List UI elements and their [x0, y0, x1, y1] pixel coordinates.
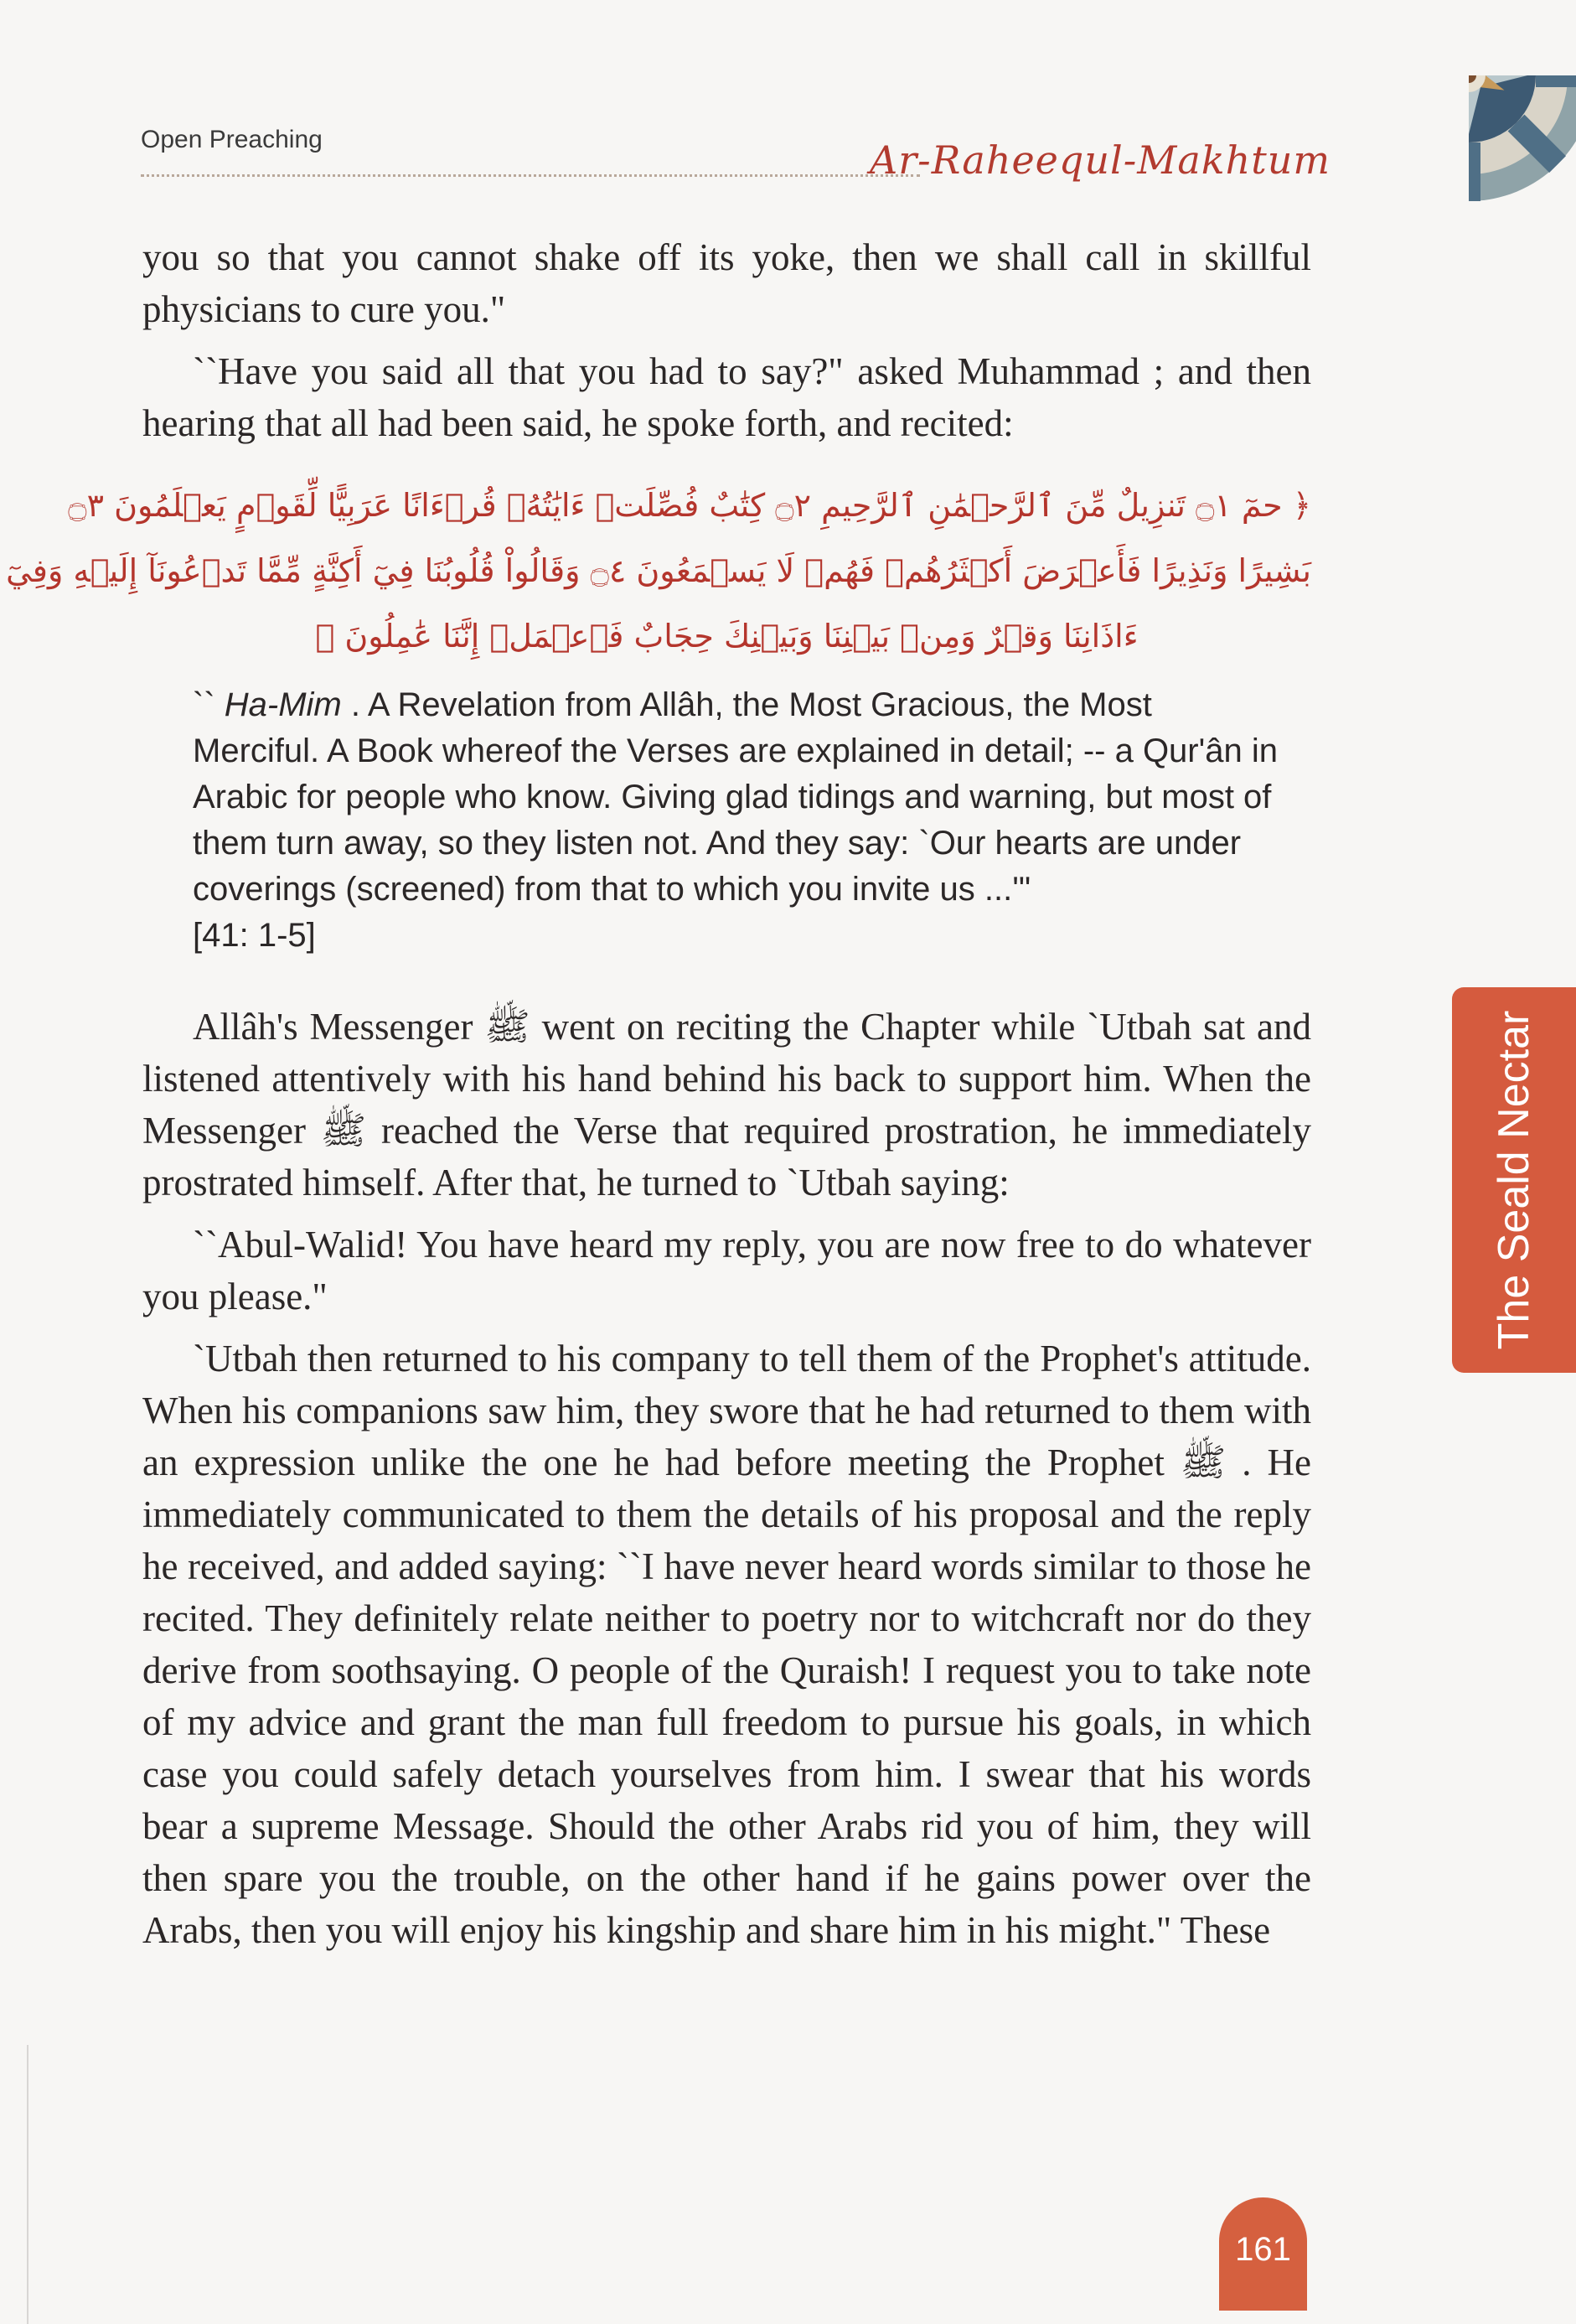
paragraph-5: `Utbah then returned to his company to tell them of the Prophet's attitude. When his companions saw him, they swore that he had returned to them with an expression unlike the one he had before meeting the Prophet ﷺ . He immediately communicated to them the details of his proposal and the reply he received, and added saying: ``I have never heard words similar to those he recited. They definitely relate neither to poetry nor to witchcraft nor do they derive from soothsaying. O people of the Quraish! I request you to take note of my advice and grant the man full freedom to pursue his goals, in which case you could safely detach yourselves from him. I swear that his words bear a supreme Message. Should the other Arabs rid you of him, they will then spare you the trouble, on the other hand if he gains power over the Arabs, then you will enjoy his kingship and share him in his might." These [142, 1338, 1311, 1951]
page-number-badge [1219, 2197, 1307, 2311]
page-header [141, 126, 1331, 193]
binding-edge-line [27, 2045, 28, 2324]
verse-reference: [41: 1-5] [193, 917, 316, 954]
page-number: 161 [1235, 2231, 1291, 2268]
verse-translation [193, 682, 1278, 959]
ornament-rosette-icon [1356, 0, 1576, 210]
paragraph-3: Allâh's Messenger ﷺ went on reciting the Chapter while `Utbah sat and listened attentively with his hand behind his back to support him. When the Messenger ﷺ reached the Verse that required prostration, he immediately prostrated himself. After that, he turned to `Utbah saying: [142, 1006, 1311, 1203]
side-tab-label: The Seald Nectar [1490, 1010, 1538, 1350]
translation-italic: Ha-Mim [224, 686, 342, 723]
page-body [6, 231, 1311, 1966]
section-label: Open Preaching [141, 126, 323, 153]
translation-text: . A Revelation from Allâh, the Most Gracious, the Most Merciful. A Book whereof the Verses are explained in detail; -- a Qur'ân in Arabic for people who know. Giving glad tidings and warning, but most of them turn away, so they listen not. And they say: `Our hearts are under coverings (screened) from that to which you invite us ...'" [193, 686, 1278, 908]
quran-verse-arabic [6, 473, 1311, 669]
translation-open-quote: `` [193, 686, 225, 723]
paragraph-1: you so that you cannot shake off its yoke, then we shall call in skillful physicians to cure you." [142, 236, 1311, 330]
side-tab [1452, 987, 1576, 1373]
arabic-line-1: ﴿ حمٓ ۝١ تَنزِيلٌ مِّنَ ٱلرَّحۡمَٰنِ ٱلرَّحِيمِ ۝٢ كِتَٰبٌ فُصِّلَتۡ ءَايَٰتُهُۥ قُرۡءَانًا عَرَبِيًّا لِّقَوۡمٍ يَعۡلَمُونَ ۝٣ [68, 487, 1311, 524]
arabic-line-2: بَشِيرًا وَنَذِيرًا فَأَعۡرَضَ أَكۡثَرُهُمۡ فَهُمۡ لَا يَسۡمَعُونَ ۝٤ وَقَالُواْ قُلُوبُنَا فِيٓ أَكِنَّةٍ مِّمَّا تَدۡعُونَآ إِلَيۡهِ وَفِيٓ [6, 552, 1311, 589]
paragraph-2: ``Have you said all that you had to say?" asked Muhammad ; and then hearing that all had been said, he spoke forth, and recited: [142, 350, 1311, 444]
header-dotted-rule [141, 174, 920, 177]
book-title: Ar-Raheequl-Makhtum [869, 137, 1331, 183]
paragraph-4: ``Abul-Walid! You have heard my reply, you are now free to do whatever you please." [142, 1224, 1311, 1317]
arabic-line-3: ءَاذَانِنَا وَقۡرٌ وَمِنۢ بَيۡنِنَا وَبَيۡنِكَ حِجَابٌ فَٱعۡمَلۡ إِنَّنَا عَٰمِلُونَ ﴾ [315, 618, 1139, 655]
